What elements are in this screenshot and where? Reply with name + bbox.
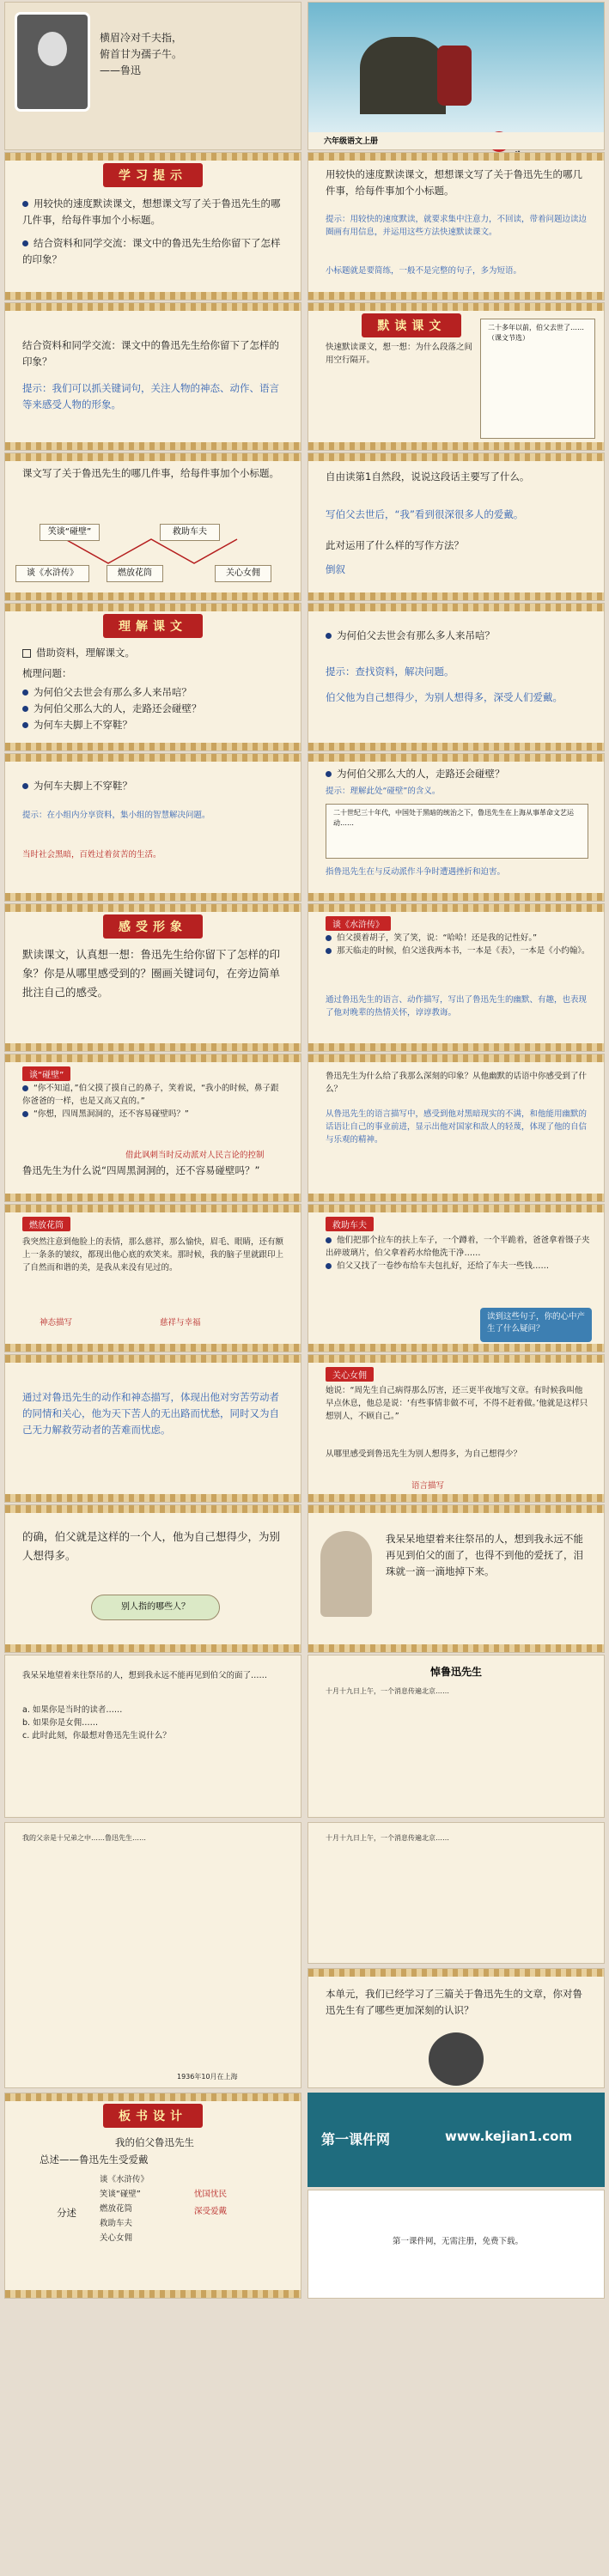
event-box: 笑谈“碰壁” <box>40 524 100 541</box>
prompt-text: 默读课文，认真想一想：鲁迅先生给你留下了怎样的印象？你是从哪里感受到的？圈画关键词句，在旁边简单批注自己的感受。 <box>22 948 281 999</box>
slide-impression-answer <box>308 1054 605 1202</box>
slide-article-right <box>308 1822 605 1964</box>
article-date: 1936年10月在上海 <box>177 2073 238 2081</box>
event-box: 谈《水浒传》 <box>15 565 89 582</box>
grade-label: 六年级语文上册 <box>324 137 379 146</box>
textbook-excerpt: 二十多年以前，伯父去世了……（课文节选） <box>480 319 595 439</box>
question-bubble: 读到这些句子，你的心中产生了什么疑问？ <box>480 1308 592 1342</box>
slide-pengbi <box>4 1054 301 1202</box>
method-label: 语言描写 <box>411 1481 445 1491</box>
side-note: 借此讽刺当时反动派对人民言论的控制 <box>125 1151 265 1160</box>
slide-think-others <box>4 1504 301 1653</box>
board-item: 救助车夫 <box>100 2219 133 2228</box>
board-total: 总述——鲁迅先生受爱戴 <box>40 2154 149 2166</box>
quote-item: 他们把那个拉车的扶上车子，一个蹲着，一个半跪着，爸爸拿着镊子夹出碎玻璃片，伯父拿着药水给他洗干净…… <box>326 1236 590 1258</box>
answer-text: 指鲁迅先生在与反动派作斗争时遭遇挫折和迫害。 <box>326 867 506 877</box>
tip-text: 提示：查找资料，解决问题。 <box>326 665 454 677</box>
question-text: 从哪里感受到鲁迅先生为别人想得多，为自己想得少？ <box>326 1449 522 1459</box>
tips-list <box>22 196 287 268</box>
answer-text: 写伯父去世后，“我”看到很深很多人的爱戴。 <box>326 508 524 520</box>
problem-item: 为何车夫脚上不穿鞋？ <box>22 717 287 733</box>
question-text: 为何伯父那么大的人，走路还会碰壁？ <box>326 766 590 782</box>
question-text: 为何车夫脚上不穿鞋？ <box>22 778 287 794</box>
slide-wall-question <box>308 753 605 902</box>
question-text: 自由读第1自然段，说说这段话主要写了什么。 <box>326 471 530 483</box>
question-text: 用较快的速度默读课文，想想课文写了关于鲁迅先生的哪几件事，给每件事加个小标题。 <box>326 168 582 197</box>
question-bubble: 别人指的哪些人？ <box>91 1595 220 1620</box>
background-box: 二十世纪三十年代，中国处于黑暗的统治之下，鲁迅先生在上海从事革命文艺运动…… <box>326 804 588 859</box>
footer-brand <box>308 2093 605 2187</box>
slide-understand-text <box>4 603 301 751</box>
quote-list <box>22 1082 287 1121</box>
slide-rickshaw-analysis <box>4 1354 301 1503</box>
tip-text: 提示：我们可以抓关键词句，关注人物的神态、动作、语言等来感受人物的形象。 <box>22 382 279 410</box>
footer-note <box>308 2190 605 2299</box>
banner: 感受形象 <box>103 914 203 939</box>
problem-item: 为何伯父那么大的人，走路还会碰壁？ <box>22 701 287 717</box>
answer-text-2: 倒叙 <box>326 563 345 575</box>
question-item: a. 如果你是当时的读者…… <box>22 1705 123 1715</box>
question-list <box>22 1704 287 1742</box>
quote-text: 横眉冷对千夫指， 俯首甘为孺子牛。 ——鲁迅 <box>100 32 183 76</box>
slide-shoes-question <box>4 753 301 902</box>
tip-item: 用较快的速度默读课文，想想课文写了关于鲁迅先生的哪几件事，给每件事加个小标题。 <box>22 197 281 226</box>
tip-item: 结合资料和同学交流：课文中的鲁迅先生给你留下了怎样的印象？ <box>22 237 281 265</box>
slide-board-design <box>4 2093 301 2299</box>
banner: 理解课文 <box>103 614 203 638</box>
board-item: 笑谈“碰壁” <box>100 2190 141 2199</box>
quote-item: 那天临走的时候，伯父送我两本书，一本是《表》，一本是《小约翰》。 <box>326 945 590 957</box>
event-box: 燃放花筒 <box>107 565 163 582</box>
method-label: 神态描写 <box>40 1318 73 1327</box>
brand-name: 第一课件网 <box>321 2131 391 2148</box>
slide-fireworks <box>4 1204 301 1352</box>
question-text: 鲁迅先生为什么说“四周黑洞洞的，还不容易碰壁吗？” <box>22 1164 260 1176</box>
slide-article-long <box>4 1822 301 2088</box>
section-tag: 关心女佣 <box>326 1365 374 1382</box>
question-item: c. 此时此刻，你最想对鲁迅先生说什么？ <box>22 1731 171 1741</box>
article-text: 十月十九日上午，一个消息传遍北京…… <box>326 1834 449 1842</box>
section-tag: 燃放花筒 <box>22 1215 70 1231</box>
slide-unit-reflection <box>308 1968 605 2088</box>
answer-text: 从鲁迅先生的语言描写中，感受到他对黑暗现实的不满，和他能用幽默的话语让自己的事业前进，显示出他对国家和敌人的轻蔑，体现了他的自信与乐观的精神。 <box>326 1109 588 1145</box>
event-box: 关心女佣 <box>215 565 271 582</box>
quote-item: 伯父摸着胡子，笑了笑，说：“哈哈！还是我的记性好。” <box>326 932 590 945</box>
section-tag: 救助车夫 <box>326 1215 374 1231</box>
quote-item: “你不知道，”伯父摸了摸自己的鼻子，笑着说，“我小的时候，鼻子跟你爸爸的一样，也是又高又直的。” <box>22 1084 279 1106</box>
article-text: 十月十九日上午，一个消息传遍北京…… <box>326 1687 449 1695</box>
answer-text: 伯父他为自己想得少，为别人想得多，深受人们爱戴。 <box>326 691 563 703</box>
portrait <box>429 2032 484 2086</box>
board-right-2: 深受爱戴 <box>194 2207 228 2216</box>
sub-text: 梳理问题： <box>22 667 72 679</box>
portrait <box>17 15 88 109</box>
slide-maid <box>308 1354 605 1503</box>
quote-text: 她说：“周先生自己病得那么厉害，还三更半夜地写文章。有时候我叫他早点休息，他总是说：‘有些事情非做不可，不得不赶着做。’他就是这样只想别人，不顾自己。” <box>326 1386 588 1421</box>
slide-mourn-article <box>308 1655 605 1818</box>
banner: 默读课文 <box>362 313 461 337</box>
question-text: 快速默读课文，想一想：为什么段落之间用空行隔开。 <box>326 343 473 365</box>
quote-text: 我呆呆地望着来往祭吊的人，想到我永远不能再见到伯父的面了…… <box>22 1671 268 1680</box>
board-title: 我的伯父鲁迅先生 <box>115 2136 194 2148</box>
section-tag: 谈“碰壁” <box>22 1065 70 1081</box>
slide-paragraph-one <box>308 453 605 601</box>
tree-illustration <box>360 37 446 114</box>
tip-text: 提示：在小组内分享资料，集小组的智慧解决问题。 <box>22 811 210 820</box>
slide-rickshaw <box>308 1204 605 1352</box>
analysis-text: 通过鲁迅先生的语言、动作描写，写出了鲁迅先生的幽默、有趣，也表现了他对晚辈的热情关怀，谆谆教诲。 <box>326 995 588 1018</box>
quote-text: 我突然注意到他脸上的表情，那么慈祥，那么愉快，眉毛、眼睛，还有额上一条条的皱纹，都现出他心底的欢笑来。那时候，我的脑子里就跟印上了自然而和谐的美，是我从来没有见过的。 <box>22 1237 284 1273</box>
summary-text: 的确，伯父就是这样的一个人，他为自己想得少，为别人想得多。 <box>22 1530 281 1562</box>
question-text: 鲁迅先生为什么给了我那么深刻的印象？从他幽默的话语中你感受到了什么？ <box>326 1072 588 1094</box>
slide-events-map <box>4 453 301 601</box>
banner: 学习提示 <box>103 163 203 187</box>
question-text: 为何伯父去世会有那么多人来吊唁？ <box>326 628 590 644</box>
article-title: 悼鲁迅先生 <box>429 1666 482 1678</box>
girl-illustration <box>320 1531 372 1617</box>
footer-note-text: 第一课件网，无需注册，免费下载。 <box>392 2237 523 2246</box>
board-fen: 分述 <box>57 2207 76 2219</box>
tip-text: 提示：用较快的速度默读，就要求集中注意力，不回读，带着问题边读边圈画有用信息，并运用这些方法快速默读课文。 <box>326 215 588 237</box>
quote-list <box>326 1234 590 1273</box>
brand-url[interactable]: www.kejian1.com <box>445 2129 573 2144</box>
slide-shuihu <box>308 903 605 1052</box>
quote-item: 伯父又找了一卷纱布给车夫包扎好，还给了车夫一些钱…… <box>326 1260 590 1273</box>
head-text: 借助资料，理解课文。 <box>22 645 287 661</box>
slide-tears <box>308 1504 605 1653</box>
figure-illustration <box>437 46 472 106</box>
slide-impression-question <box>4 302 301 451</box>
slide-cover-title <box>308 2 605 150</box>
question-text: 课文写了关于鲁迅先生的哪几件事，给每件事加个小标题。 <box>22 467 279 479</box>
board-item: 关心女佣 <box>100 2233 133 2243</box>
question-item: b. 如果你是女佣…… <box>22 1718 99 1728</box>
section-tag: 谈《水浒传》 <box>326 914 391 931</box>
analysis-text: 通过对鲁迅先生的动作和神态描写，体现出他对穷苦劳动者的同情和关心，他为天下苦人的无出路而忧愁，同时又为自己无力解救劳动者的苦难而忧虑。 <box>22 1391 279 1436</box>
event-box: 救助车夫 <box>160 524 220 541</box>
quote-text: 我呆呆地望着来往祭吊的人，想到我永远不能再见到伯父的面了，也得不到他的爱抚了，泪珠就一滴一滴地掉下来。 <box>386 1533 583 1577</box>
answer-text: 当时社会黑暗，百姓过着贫苦的生活。 <box>22 850 161 860</box>
slide-imagine <box>4 1655 301 1818</box>
problem-item: 为何伯父去世会有那么多人来吊唁？ <box>22 684 287 701</box>
slide-mourning-question <box>308 603 605 751</box>
banner: 板书设计 <box>103 2104 203 2128</box>
slide-reading-tip <box>308 152 605 301</box>
tip-text-2: 小标题就是要简练，一般不是完整的句子，多为短语。 <box>326 266 522 276</box>
problem-list <box>22 684 287 733</box>
question-text-2: 此对运用了什么样的写作方法？ <box>326 539 464 551</box>
slide-feel-image <box>4 903 301 1052</box>
quote-item: “你想，四周黑洞洞的，还不容易碰壁吗？” <box>22 1108 287 1121</box>
quote-list <box>326 932 590 957</box>
article-text: 我的父亲是十兄弟之中……鲁迅先生…… <box>22 1834 146 1842</box>
slide-cover-quote <box>4 2 301 150</box>
slide-study-tips <box>4 152 301 301</box>
board-right: 忧国忧民 <box>194 2190 228 2199</box>
feeling-label: 慈祥与幸福 <box>160 1318 201 1327</box>
reflection-text: 本单元，我们已经学习了三篇关于鲁迅先生的文章，你对鲁迅先生有了哪些更加深刻的认识？ <box>326 1988 582 2016</box>
tip-text: 提示：理解此处“碰壁”的含义。 <box>326 787 441 796</box>
question-text: 结合资料和同学交流：课文中的鲁迅先生给你留下了怎样的印象？ <box>22 339 279 368</box>
board-item: 燃放花筒 <box>100 2204 133 2214</box>
slide-silent-reading <box>308 302 605 451</box>
board-item: 谈《水浒传》 <box>100 2175 149 2184</box>
